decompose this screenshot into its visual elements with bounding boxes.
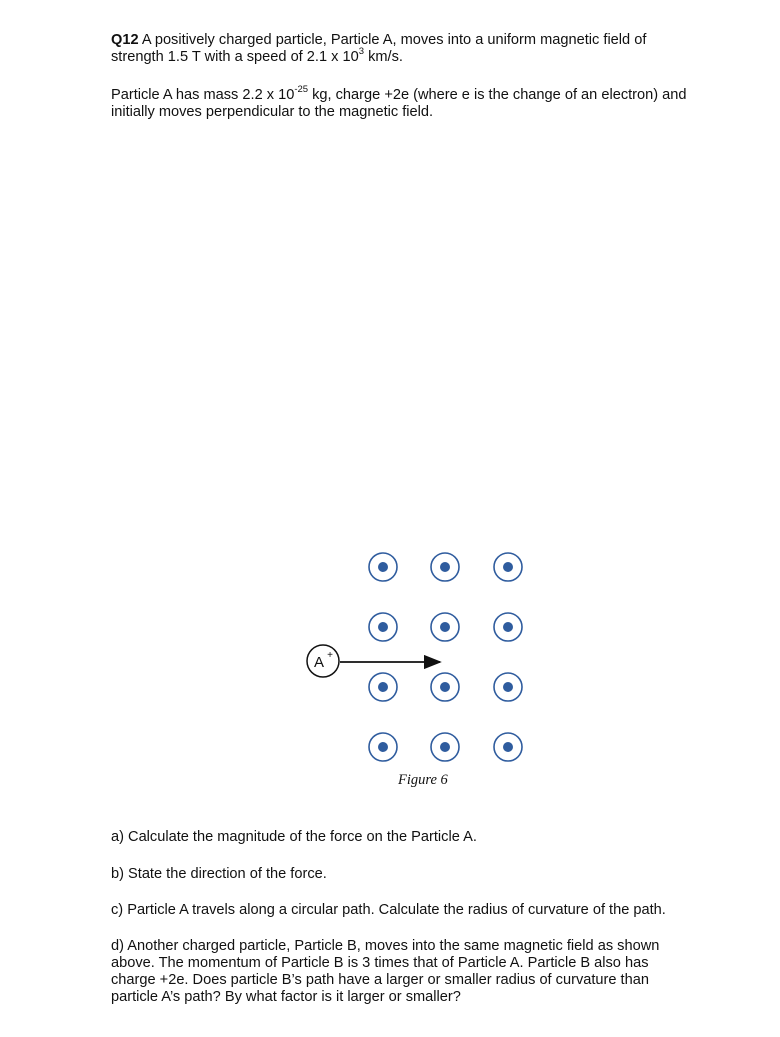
field-symbol-dot: [503, 682, 513, 692]
field-symbol-dot: [440, 622, 450, 632]
field-symbol-dot: [378, 562, 388, 572]
speed-exponent: 3: [358, 46, 365, 58]
intro-line-2: strength 1.5 T with a speed of 2.1 x 10: [111, 49, 359, 65]
field-symbol-dot: [378, 622, 388, 632]
field-out-of-page-symbol: [431, 613, 459, 641]
field-out-of-page-symbol: [494, 613, 522, 641]
particle-a: [307, 645, 339, 677]
field-out-of-page-symbol: [431, 733, 459, 761]
speed-unit: km/s.: [364, 49, 403, 65]
part-b: b) State the direction of the force.: [111, 866, 327, 882]
field-symbol-dot: [440, 742, 450, 752]
mass-suffix: kg, charge +2e (where e is the change of an electron) and: [308, 87, 687, 103]
part-d-line-1: d) Another charged particle, Particle B, moves into the same magnetic field as shown: [111, 938, 660, 954]
field-symbol-dot: [503, 742, 513, 752]
question-label: Q12: [111, 32, 139, 48]
magnetic-field-diagram: [290, 540, 550, 800]
field-out-of-page-symbol: [369, 673, 397, 701]
field-out-of-page-symbol: [369, 733, 397, 761]
field-symbol-dot: [440, 682, 450, 692]
field-out-of-page-symbol: [431, 673, 459, 701]
part-d-line-2: above. The momentum of Particle B is 3 times that of Particle A. Particle B also has: [111, 955, 649, 971]
field-out-of-page-symbol: [369, 553, 397, 581]
particle-description: [111, 84, 741, 121]
field-symbol-dot: [378, 742, 388, 752]
mass-line-2: initially moves perpendicular to the magnetic field.: [111, 104, 434, 120]
part-c: c) Particle A travels along a circular path. Calculate the radius of curvature of the path.: [111, 902, 666, 918]
field-symbol-dot: [503, 562, 513, 572]
field-out-of-page-symbol: [494, 733, 522, 761]
figure-caption: Figure 6: [398, 772, 448, 788]
field-symbol-dot: [503, 622, 513, 632]
magnetic-field-dots: [369, 553, 522, 761]
mass-exponent: -25: [294, 84, 309, 96]
field-out-of-page-symbol: [494, 673, 522, 701]
field-out-of-page-symbol: [431, 553, 459, 581]
field-out-of-page-symbol: [369, 613, 397, 641]
particle-a-charge: +: [327, 650, 333, 661]
part-d-line-3: charge +2e. Does particle B’s path have a larger or smaller radius of curvature than: [111, 972, 649, 988]
particle-a-label: A: [313, 654, 325, 671]
part-a: a) Calculate the magnitude of the force on the Particle A.: [111, 829, 477, 845]
figure-6: [290, 540, 550, 800]
field-symbol-dot: [440, 562, 450, 572]
field-symbol-dot: [378, 682, 388, 692]
intro-line-1: A positively charged particle, Particle A, moves into a uniform magnetic field of: [138, 32, 647, 48]
question-intro: [111, 32, 741, 66]
field-out-of-page-symbol: [494, 553, 522, 581]
mass-prefix: Particle A has mass 2.2 x 10: [111, 87, 295, 103]
part-d: [111, 938, 741, 1006]
part-d-line-4: particle A’s path? By what factor is it larger or smaller?: [111, 989, 461, 1005]
